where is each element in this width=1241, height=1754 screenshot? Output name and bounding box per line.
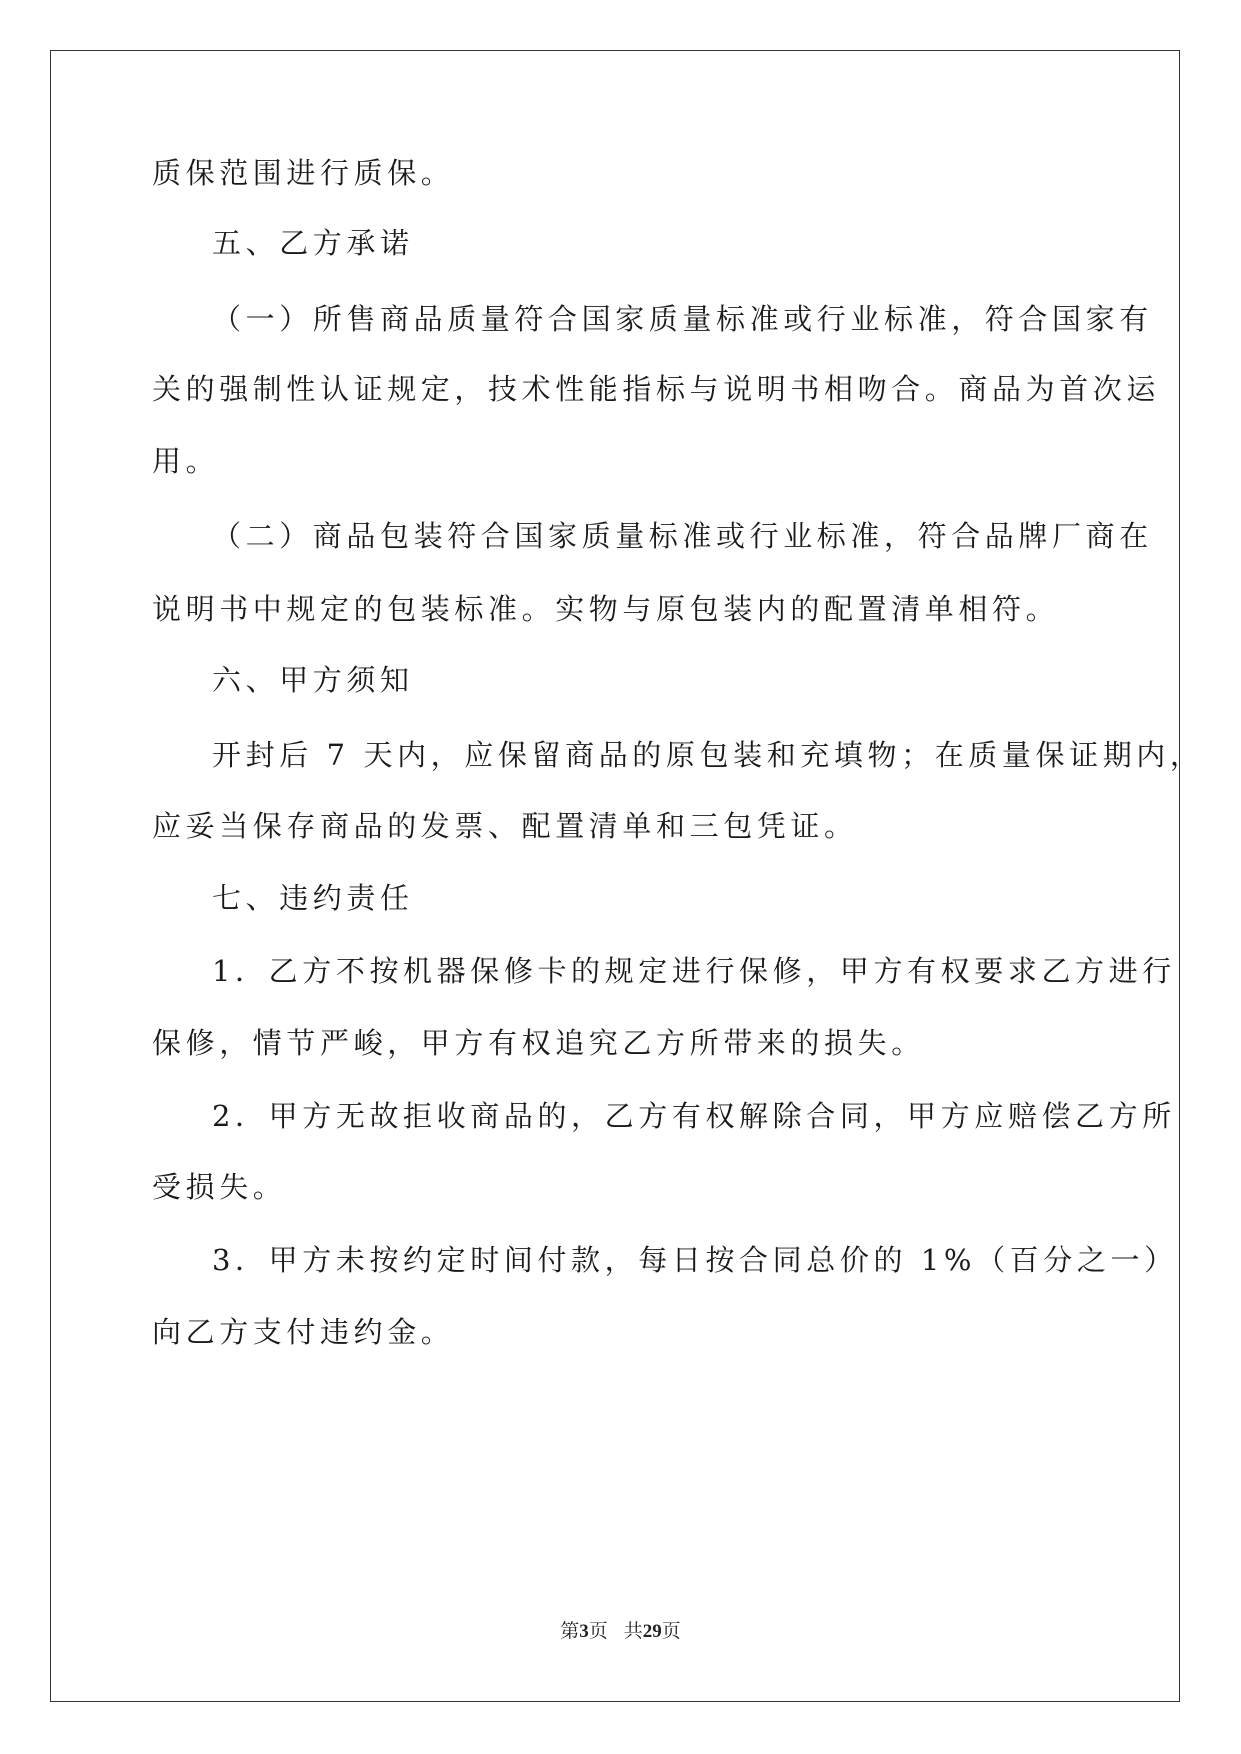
page-number: 3 bbox=[579, 1621, 589, 1642]
text-line: 关的强制性认证规定，技术性能指标与说明书相吻合。商品为首次运 bbox=[152, 372, 1161, 406]
page-prefix: 第 bbox=[560, 1620, 580, 1642]
section-heading: 七、违约责任 bbox=[212, 881, 414, 915]
page-footer bbox=[0, 1619, 1241, 1644]
total-pages: 29 bbox=[642, 1621, 662, 1642]
text-line: 应妥当保存商品的发票、配置清单和三包凭证。 bbox=[152, 809, 858, 843]
text-line: 开封后 7 天内，应保留商品的原包装和充填物；在质量保证期内， bbox=[212, 738, 1204, 772]
page-border bbox=[50, 50, 1180, 1702]
text-line: 向乙方支付违约金。 bbox=[152, 1315, 455, 1349]
text-line: 质保范围进行质保。 bbox=[152, 156, 455, 190]
section-heading: 五、乙方承诺 bbox=[212, 226, 414, 260]
page-suffix: 页 bbox=[588, 1620, 608, 1642]
total-suffix: 页 bbox=[661, 1620, 681, 1642]
text-line: （二）商品包装符合国家质量标准或行业标准，符合品牌厂商在 bbox=[212, 519, 1153, 553]
text-line: 用。 bbox=[152, 444, 220, 478]
text-line: 2．甲方无故拒收商品的，乙方有权解除合同，甲方应赔偿乙方所 bbox=[212, 1099, 1176, 1133]
text-line: 保修，情节严峻，甲方有权追究乙方所带来的损失。 bbox=[152, 1026, 925, 1060]
text-line: 3．甲方未按约定时间付款，每日按合同总价的 1%（百分之一） bbox=[212, 1243, 1178, 1277]
text-line: 说明书中规定的包装标准。实物与原包装内的配置清单相符。 bbox=[152, 592, 1060, 626]
total-prefix: 共 bbox=[623, 1620, 643, 1642]
text-line: 1．乙方不按机器保修卡的规定进行保修，甲方有权要求乙方进行 bbox=[212, 954, 1176, 988]
text-line: （一）所售商品质量符合国家质量标准或行业标准，符合国家有 bbox=[212, 302, 1153, 336]
section-heading: 六、甲方须知 bbox=[212, 663, 414, 697]
text-line: 受损失。 bbox=[152, 1170, 287, 1204]
